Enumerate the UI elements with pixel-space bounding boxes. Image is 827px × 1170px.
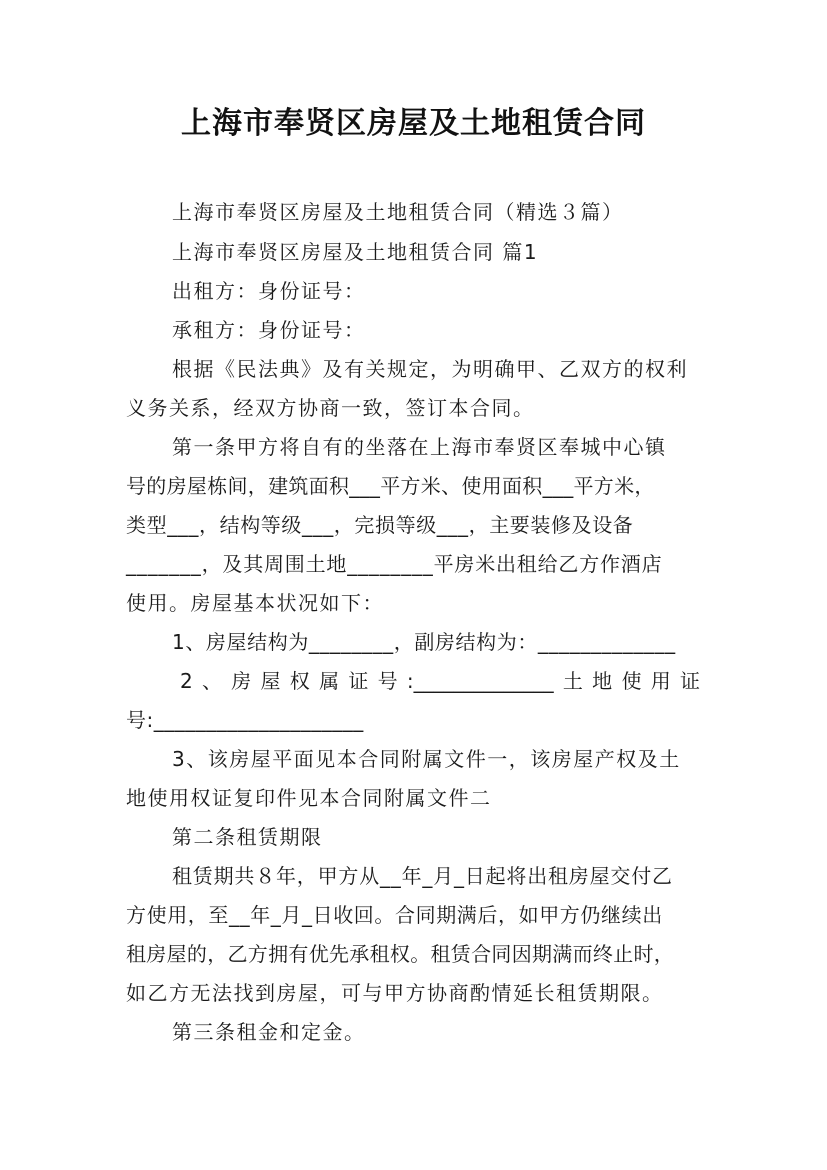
text-line: 使用。房屋基本状况如下： [126,591,384,615]
text-line: 承租方：身份证号： [172,318,366,342]
text-line: 类型___，结构等级___，完损等级___，主要装修及设备 [126,513,634,537]
text-line: 根据《民法典》及有关规定，为明确甲、乙双方的权利 [172,357,688,381]
text-line: 方使用，至__年_月_日收回。合同期满后，如甲方仍继续出 [126,903,663,927]
text-line: 出租方：身份证号： [172,279,366,303]
text-line: 2、房屋权属证号:______________土地使用证 [180,669,700,693]
text-line: 租房屋的，乙方拥有优先承租权。租赁合同因期满而终止时， [126,942,675,966]
text-line: 上海市奉贤区房屋及土地租赁合同（精选３篇） [172,200,624,224]
text-line: 上海市奉贤区房屋及土地租赁合同 篇1 [172,240,539,264]
text-line: 第三条租金和定金。 [172,1020,366,1044]
text-line: 如乙方无法找到房屋，可与甲方协商酌情延长租赁期限。 [126,981,664,1005]
text-line: 3、该房屋平面见本合同附属文件一，该房屋产权及土 [172,747,681,771]
text-line: 号:____________________ [126,708,364,732]
text-line: 租赁期共８年，甲方从__年_月_日起将出租房屋交付乙 [172,864,673,888]
text-line: 第一条甲方将自有的坐落在上海市奉贤区奉城中心镇 [172,435,667,459]
text-line: _______，及其周围土地________平房米出租给乙方作酒店 [126,552,663,576]
text-line: 第二条租赁期限 [172,825,323,849]
text-line: 地使用权证复印件见本合同附属文件二 [126,786,492,810]
text-line: 号的房屋栋间，建筑面积___平方米、使用面积___平方米， [126,474,655,498]
text-line: 义务关系，经双方协商一致，签订本合同。 [126,396,535,420]
document-title: 上海市奉贤区房屋及土地租赁合同 [181,106,646,141]
text-line: 1、房屋结构为________，副房结构为：_____________ [172,630,676,654]
